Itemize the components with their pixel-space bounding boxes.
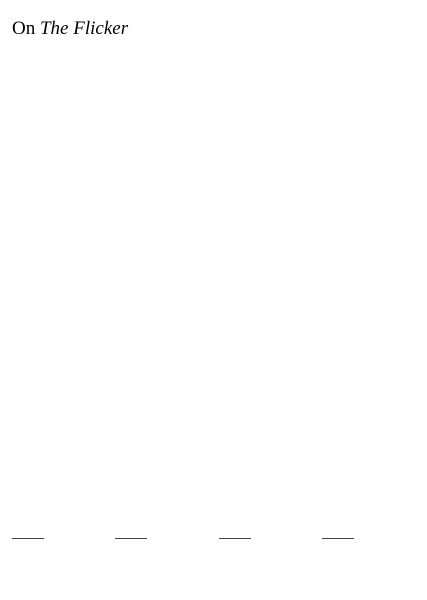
- footnote-column-3: [219, 538, 312, 590]
- body-column-2: [115, 52, 208, 522]
- body-column-1: [12, 52, 105, 522]
- footnote-rule: [322, 538, 354, 539]
- page-title: [12, 18, 415, 40]
- title-emphasis: The Flicker: [39, 18, 129, 39]
- footnote-column-1: [12, 538, 105, 590]
- footnotes: [12, 538, 415, 590]
- footnote-rule: [115, 538, 147, 539]
- body-column-3: [219, 52, 312, 522]
- footnote-rule: [219, 538, 251, 539]
- footnote-column-2: [115, 538, 208, 590]
- title-prefix: On: [12, 18, 40, 39]
- body-column-4: [322, 52, 415, 522]
- footnote-rule: [12, 538, 44, 539]
- footnote-column-4: [322, 538, 415, 590]
- body-columns: [12, 52, 415, 522]
